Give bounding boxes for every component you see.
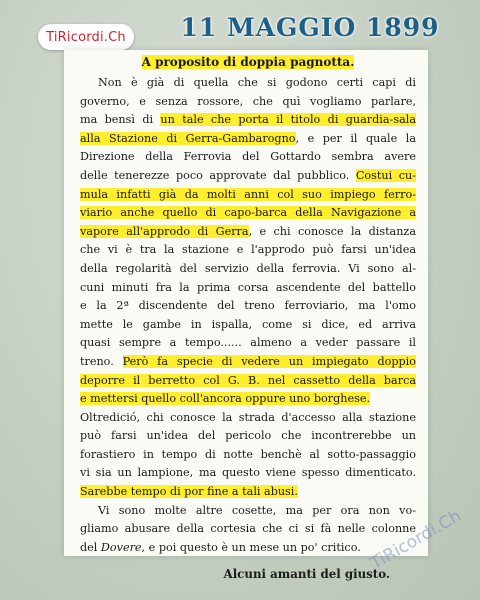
logo-text: TiRicordi.Ch xyxy=(46,29,126,45)
article-line xyxy=(80,316,416,335)
line-text: , e poi questo è un mese un po' critico. xyxy=(141,540,361,554)
line-text: forastiero in tempo di notte benchè al sotto-passaggio xyxy=(80,447,416,461)
highlighted-text: Però fa specie di vedere un impiegato doppio xyxy=(122,354,416,368)
article-line xyxy=(80,297,416,316)
line-text: cuni minuti fra la prima corsa ascendente del battello xyxy=(80,280,416,294)
line-text: delle tenerezze poco approvate dal pubblico. xyxy=(80,168,356,182)
article-line xyxy=(80,93,416,112)
article-line xyxy=(80,241,416,260)
article-line xyxy=(80,167,416,186)
line-text: Vi sono molte altre cosette, ma per ora non vo- xyxy=(98,503,416,517)
article-line xyxy=(80,446,416,465)
logo-badge[interactable] xyxy=(38,24,134,50)
highlighted-text: Costui cu- xyxy=(355,168,416,182)
highlighted-text: Sarebbe tempo di por fine a tali abusi. xyxy=(80,485,298,499)
line-text: quasi sempre a tempo...... almeno a veder passare il xyxy=(80,336,416,350)
highlighted-text: un tale che porta il titolo di guardia-sala xyxy=(160,113,416,127)
article-line xyxy=(80,390,416,409)
article-line xyxy=(80,130,416,149)
line-text: , e chi conosce la distanza xyxy=(248,224,416,238)
article-line xyxy=(80,74,416,93)
article-line xyxy=(80,427,416,446)
article-line xyxy=(80,520,416,539)
article-line xyxy=(80,204,416,223)
article-line xyxy=(80,353,416,372)
article-signature: Alcuni amanti del giusto. xyxy=(223,567,390,582)
line-text: della regolarità del servizio della ferrovia. Vi sono al- xyxy=(80,261,416,275)
line-text: Dovere xyxy=(100,540,142,554)
highlighted-text: vapore all'approdo di Gerra xyxy=(80,224,249,238)
highlighted-text: deporre il berretto col G. B. nel cassetto della barca xyxy=(80,373,416,387)
article-line xyxy=(80,464,416,483)
line-text: governo, e senza rossore, che quì vogliamo parlare, xyxy=(80,94,416,108)
line-text: treno. xyxy=(80,354,123,368)
article-line xyxy=(80,372,416,391)
line-text: che vi è tra la stazione e l'approdo può farsi un'idea xyxy=(80,243,416,257)
article-line xyxy=(80,223,416,242)
article xyxy=(80,54,416,585)
article-line xyxy=(80,334,416,353)
line-text: ma bensì di xyxy=(80,113,161,127)
article-line xyxy=(80,502,416,521)
headline-highlight: A proposito di doppia pagnotta. xyxy=(141,55,355,69)
watermark-text: TiRicordi.Ch xyxy=(367,506,465,574)
highlighted-text: alla Stazione di Gerra-Gambarogno xyxy=(80,131,296,145)
article-line xyxy=(80,186,416,205)
article-line xyxy=(80,409,416,428)
line-text: del xyxy=(80,540,101,554)
line-text: può farsi un'idea del pericolo che incontrerebbe un xyxy=(80,429,416,443)
highlighted-text: viario anche quello di capo-barca della Navigazione a xyxy=(80,206,416,220)
article-line xyxy=(80,148,416,167)
line-text: e la 2ª discendente del treno ferroviario, ma l'omo xyxy=(80,299,416,313)
highlighted-text: e mettersi quello coll'ancora oppure uno borghese. xyxy=(80,392,371,406)
line-text: gliamo abusare della cortesia che ci si fà nelle colonne xyxy=(80,522,416,536)
article-headline xyxy=(80,54,416,70)
line-text: Non è già di quella che si godono certi capi di xyxy=(98,76,416,89)
article-line xyxy=(80,260,416,279)
line-text: , e per il quale la xyxy=(295,131,416,145)
article-body xyxy=(80,74,416,557)
line-text: Oltredició, chi conosce la strada d'accesso alla stazione xyxy=(80,410,416,424)
article-line xyxy=(80,279,416,298)
line-text: mette le gambe in ispalla, come si dice, ed arriva xyxy=(80,317,416,331)
article-line xyxy=(80,483,416,502)
article-line xyxy=(80,111,416,130)
date-title: 11 MAGGIO 1899 xyxy=(180,13,440,42)
highlighted-text: mula infatti già da molti anni col suo impiego ferro- xyxy=(80,187,416,201)
line-text: Direzione della Ferrovia del Gottardo sembra avere xyxy=(80,150,416,164)
line-text: vi sia un lampione, ma questo viene spesso dimenticato. xyxy=(80,466,416,480)
